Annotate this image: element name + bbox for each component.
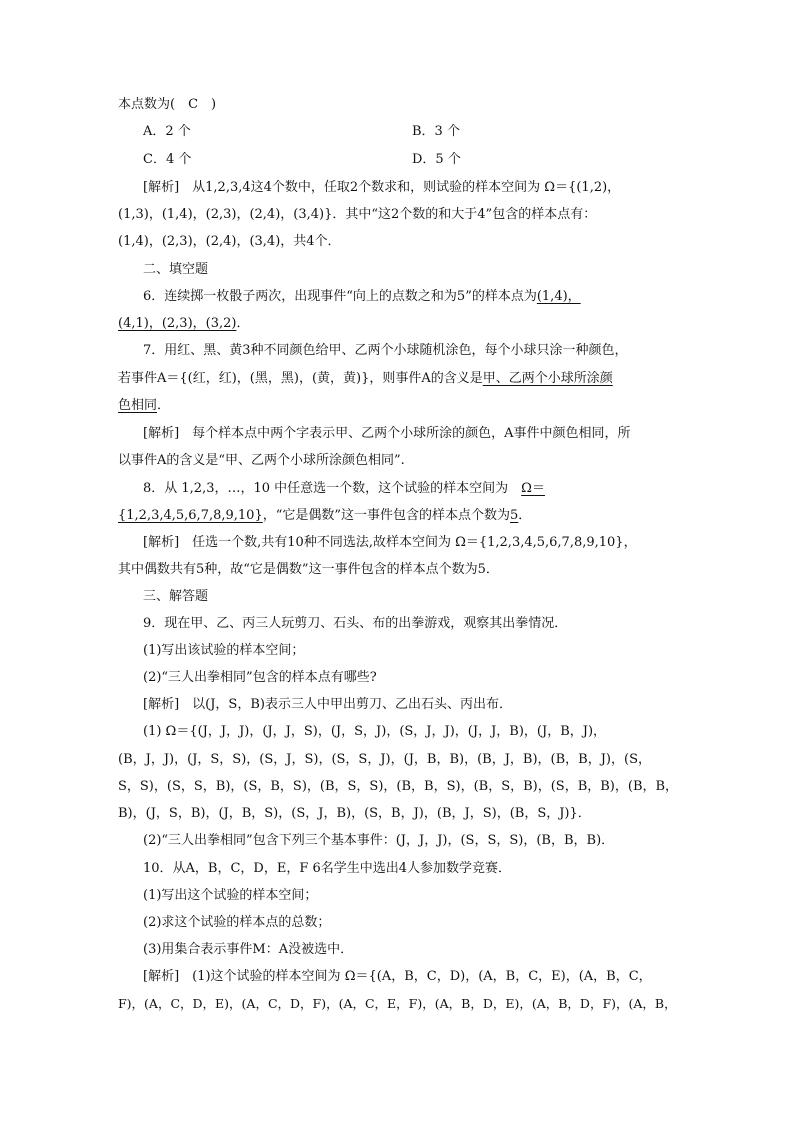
q9-answer2: (2)“三人出拳相同”包含下列三个基本事件：(J，J，J)，(S，S，S)，(B，B，B)．: [143, 833, 615, 848]
q8-end-period: ．: [518, 508, 532, 523]
section-heading-answer: 三、解答题: [143, 589, 209, 604]
q7-stem-text: 若事件A＝{(红，红)，(黑，黑)，(黄，黄)}，则事件A的含义是: [118, 371, 483, 386]
q9-answer1-line4: B)，(J，S，B)，(J，B，S)，(S，J，B)，(S，B，J)，(B，J，S)，(B，S，J)}．: [118, 806, 591, 821]
q9-answer1-line2: (B，J，J)，(J，S，S)，(S，J，S)，(S，S，J)，(J，B，B)，(B，J，B)，(B，B，J)，(S，: [118, 752, 651, 767]
q7-answer-part1: 甲、乙两个小球所涂颜: [482, 371, 613, 386]
q7-analysis-line1: [解析] 每个样本点中两个字表示甲、乙两个小球所涂的颜色，A事件中颜色相同，所: [143, 426, 631, 441]
q5-analysis-line3: (1,4)，(2,3)，(2,4)，(3,4)，共4个．: [118, 234, 341, 249]
q8-answer-part2: {1,2,3,4,5,6,7,8,9,10}: [118, 508, 263, 523]
q5-stem-tail: 本点数为( C ): [118, 97, 217, 112]
q6-stem: [143, 288, 678, 306]
option-b: B．3 个: [412, 124, 460, 139]
q6-stem-line2: [118, 315, 678, 333]
q7-analysis-line2: 以事件A的含义是“甲、乙两个小球所涂颜色相同”.: [118, 453, 405, 468]
q8-answer-count: 5: [510, 508, 519, 523]
option-c: C．4 个: [143, 152, 192, 167]
q10-analysis-line1: [解析] (1)这个试验的样本空间为 Ω＝{(A，B，C，D)，(A，B，C，E)，(A，B，C，: [143, 969, 652, 984]
q10-stem: 10．从A，B，C，D，E，F 6名学生中选出4人参加数学竞赛．: [143, 861, 512, 876]
q5-analysis-line2: (1,3)，(1,4)，(2,3)，(2,4)，(3,4)}．其中“这2个数的和大于4”包含的样本点有：: [118, 207, 597, 222]
q7-stem-line2: [118, 370, 678, 388]
q5-analysis-line1: [解析] 从1,2,3,4这4个数中，任取2个数求和，则试验的样本空间为 Ω＝{(1,2)，: [143, 180, 621, 195]
q10-analysis-line2: F)，(A，C，D，E)，(A，C，D，F)，(A，C，E，F)，(A，B，D，E)，(A，B，D，F)，(A，B，: [118, 996, 677, 1011]
q8-analysis-line1: [解析] 任选一个数,共有10种不同选法,故样本空间为 Ω＝{1,2,3,4,5,6,7,8,9,10}，: [143, 535, 637, 550]
q9-answer1-line1: (1) Ω＝{(J，J，J)，(J，J，S)，(J，S，J)，(S，J，J)，(J，J，B)，(J，B，J)，: [143, 724, 607, 739]
q7-answer-part2: 色相同: [118, 398, 158, 413]
q6-answer-part1: (1,4)，: [536, 289, 581, 304]
q6-stem-text: 6．连续掷一枚骰子两次，出现事件“向上的点数之和为5”的样本点为: [143, 289, 537, 304]
q10-part1: (1)写出这个试验的样本空间；: [143, 888, 318, 903]
q9-analysis-intro: [解析] 以(J，S，B)表示三人中甲出剪刀、乙出石头、丙出布．: [143, 697, 512, 712]
q9-stem: 9．现在甲、乙、丙三人玩剪刀、石头、布的出拳游戏，观察其出拳情况．: [143, 616, 568, 631]
q9-answer1-line3: S，S)，(S，S，B)，(S，B，S)，(B，S，S)，(B，B，S)，(B，S，B)，(S，B，B)，(B，B，: [118, 779, 679, 794]
section-heading-fill: 二、填空题: [143, 262, 209, 277]
option-d: D．5 个: [412, 152, 461, 167]
q7-stem-line3: [118, 397, 678, 415]
q6-answer-part2: (4,1)，(2,3)，(3,2): [118, 316, 237, 331]
q8-stem-text2: ，“它是偶数”这一事件包含的样本点个数为: [262, 508, 511, 523]
q8-stem-line1: [143, 480, 678, 498]
q8-stem-text: 8．从 1,2,3，…，10 中任意选一个数，这个试验的样本空间为: [143, 481, 509, 496]
q9-part2: (2)“三人出拳相同”包含的样本点有哪些?: [143, 670, 377, 685]
q9-part1: (1)写出该试验的样本空间；: [143, 643, 305, 658]
q7-end-period: ．: [157, 398, 171, 413]
option-a: A．2 个: [143, 124, 191, 139]
q8-answer-part1: Ω＝: [521, 481, 545, 496]
q10-part2: (2)求这个试验的样本点的总数；: [143, 915, 331, 930]
q8-stem-line2: [118, 507, 678, 525]
q8-analysis-line2: 其中偶数共有5种，故“它是偶数”这一事件包含的样本点个数为5．: [118, 562, 499, 577]
q10-part3: (3)用集合表示事件M：A没被选中．: [143, 942, 354, 957]
q7-stem-line1: 7．用红、黑、黄3种不同颜色给甲、乙两个小球随机涂色，每个小球只涂一种颜色，: [143, 343, 628, 358]
q6-end-period: ．: [236, 316, 250, 331]
